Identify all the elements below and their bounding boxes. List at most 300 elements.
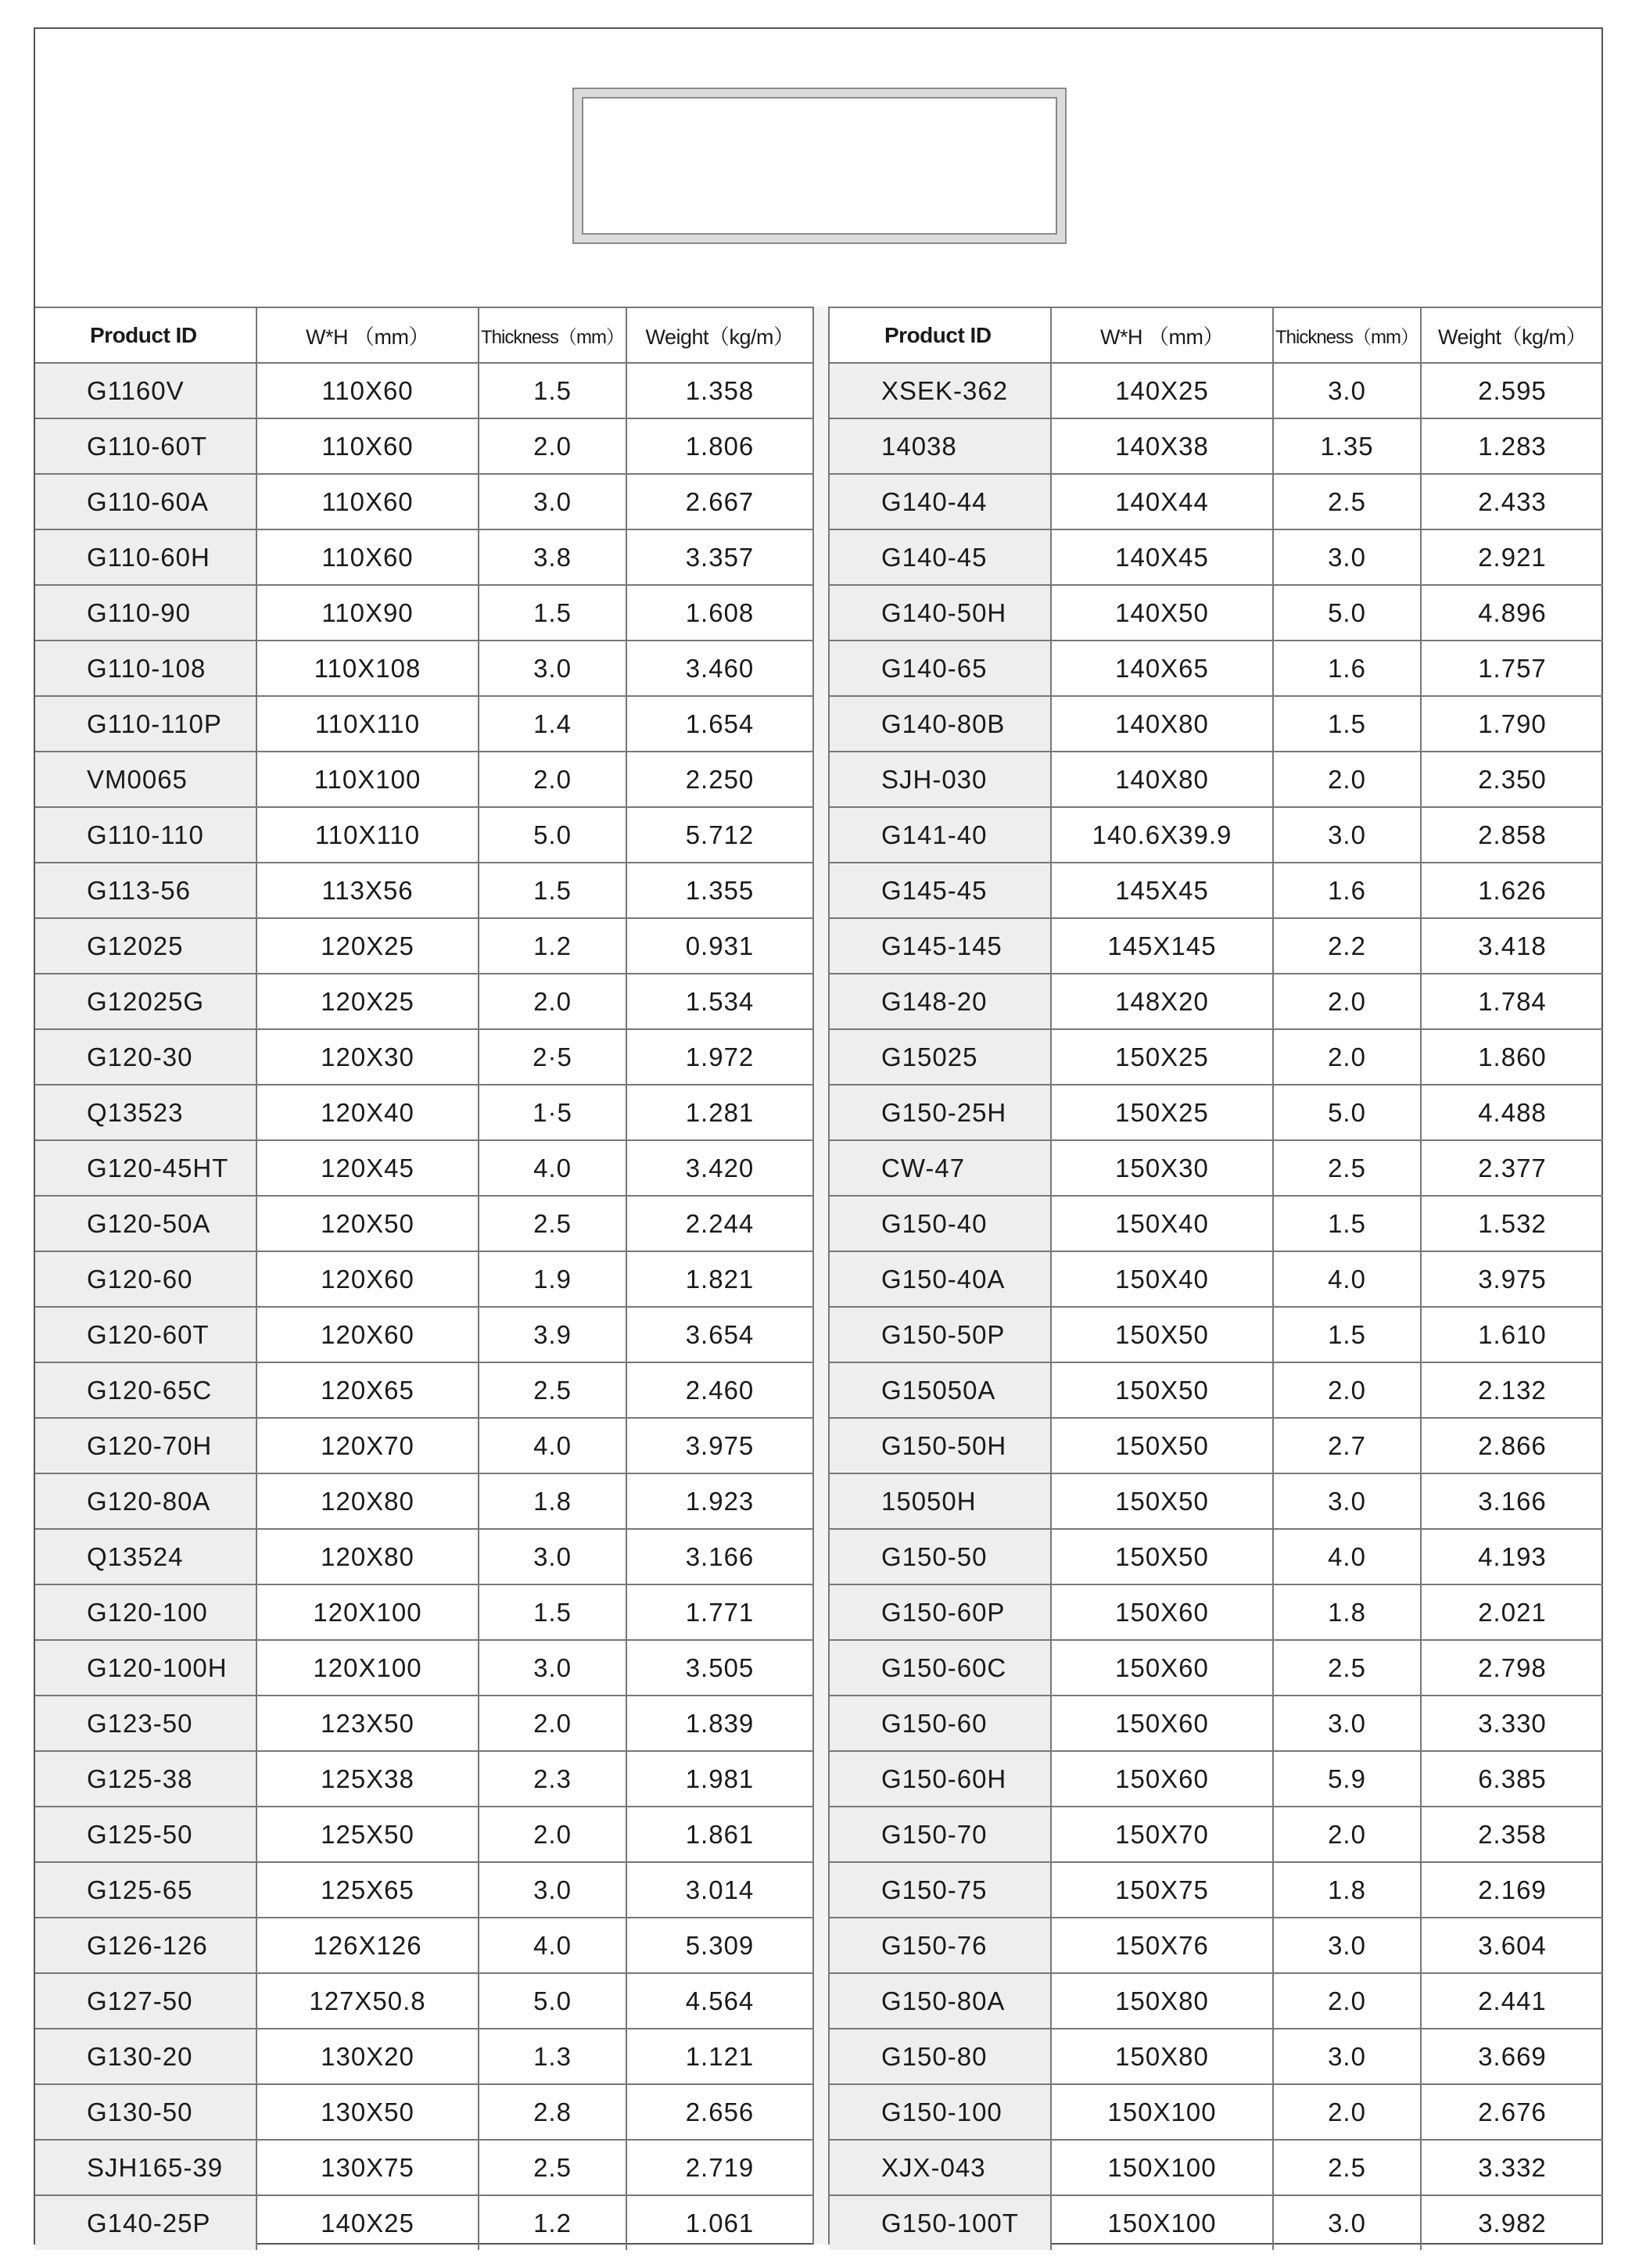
table-row bbox=[35, 2195, 812, 2250]
product-id-cell: G15025 bbox=[830, 1029, 1051, 1085]
wh-cell: 150X50 bbox=[1051, 1307, 1273, 1362]
product-id-cell: G150-60C bbox=[830, 1640, 1051, 1696]
header-product-id: Product ID bbox=[35, 307, 256, 363]
wh-cell: 130X20 bbox=[256, 2029, 479, 2084]
table-row bbox=[35, 696, 812, 752]
wh-cell: 120X65 bbox=[256, 1362, 479, 1418]
thickness-cell: 3.0 bbox=[1273, 1473, 1421, 1529]
wh-cell: 140X80 bbox=[1051, 752, 1273, 807]
thickness-cell: 3.0 bbox=[1273, 1918, 1421, 1973]
wh-cell: 120X60 bbox=[256, 1307, 479, 1362]
weight-cell: 1.981 bbox=[626, 1751, 812, 1807]
wh-cell: 150X40 bbox=[1051, 1251, 1273, 1307]
thickness-cell: 2.0 bbox=[479, 974, 626, 1029]
product-id-cell: G150-40A bbox=[830, 1251, 1051, 1307]
weight-cell: 4.488 bbox=[1421, 1085, 1603, 1140]
weight-cell: 3.330 bbox=[1421, 1696, 1603, 1751]
profile-inner-outline bbox=[582, 97, 1057, 235]
weight-cell: 5.712 bbox=[626, 807, 812, 863]
product-id-cell: G148-20 bbox=[830, 974, 1051, 1029]
product-id-cell: G120-45HT bbox=[35, 1140, 256, 1196]
table-row bbox=[830, 1418, 1603, 1473]
thickness-cell: 1.2 bbox=[479, 918, 626, 974]
weight-cell: 2.169 bbox=[1421, 1862, 1603, 1918]
thickness-cell: 5.0 bbox=[1273, 585, 1421, 641]
wh-cell: 130X75 bbox=[256, 2140, 479, 2195]
wh-cell: 145X145 bbox=[1051, 918, 1273, 974]
product-id-cell: G140-44 bbox=[830, 474, 1051, 529]
spec-table-right bbox=[830, 307, 1603, 2250]
weight-cell: 3.975 bbox=[626, 1418, 812, 1473]
wh-cell: 113X56 bbox=[256, 863, 479, 918]
weight-cell: 3.420 bbox=[626, 1140, 812, 1196]
product-id-cell: G150-40 bbox=[830, 1196, 1051, 1251]
weight-cell: 2.433 bbox=[1421, 474, 1603, 529]
weight-cell: 5.309 bbox=[626, 1918, 812, 1973]
wh-cell: 123X50 bbox=[256, 1696, 479, 1751]
weight-cell: 3.418 bbox=[1421, 918, 1603, 974]
weight-cell: 3.357 bbox=[626, 529, 812, 585]
weight-cell: 2.358 bbox=[1421, 1807, 1603, 1862]
weight-cell: 2.656 bbox=[626, 2084, 812, 2140]
product-id-cell: G120-80A bbox=[35, 1473, 256, 1529]
weight-cell: 3.654 bbox=[626, 1307, 812, 1362]
wh-cell: 110X110 bbox=[256, 807, 479, 863]
product-id-cell: G15050A bbox=[830, 1362, 1051, 1418]
table-row bbox=[830, 585, 1603, 641]
thickness-cell: 2.0 bbox=[1273, 1029, 1421, 1085]
table-row bbox=[35, 807, 812, 863]
thickness-cell: 3.0 bbox=[1273, 363, 1421, 418]
table-row bbox=[830, 1196, 1603, 1251]
product-id-cell: G110-60A bbox=[35, 474, 256, 529]
table-row bbox=[35, 1807, 812, 1862]
weight-cell: 0.931 bbox=[626, 918, 812, 974]
table-row bbox=[830, 2084, 1603, 2140]
weight-cell: 3.975 bbox=[1421, 1251, 1603, 1307]
table-row bbox=[35, 752, 812, 807]
wh-cell: 140X44 bbox=[1051, 474, 1273, 529]
wh-cell: 120X100 bbox=[256, 1584, 479, 1640]
table-row bbox=[830, 1640, 1603, 1696]
thickness-cell: 2.7 bbox=[1273, 1418, 1421, 1473]
thickness-cell: 2.5 bbox=[1273, 1140, 1421, 1196]
wh-cell: 150X70 bbox=[1051, 1807, 1273, 1862]
wh-cell: 110X60 bbox=[256, 474, 479, 529]
thickness-cell: 2.2 bbox=[1273, 918, 1421, 974]
thickness-cell: 2.0 bbox=[1273, 1807, 1421, 1862]
product-id-cell: CW-47 bbox=[830, 1140, 1051, 1196]
wh-cell: 140X80 bbox=[1051, 696, 1273, 752]
table-row bbox=[35, 1918, 812, 1973]
weight-cell: 1.281 bbox=[626, 1085, 812, 1140]
table-row bbox=[830, 363, 1603, 418]
thickness-cell: 2.5 bbox=[479, 1362, 626, 1418]
product-id-cell: G12025G bbox=[35, 974, 256, 1029]
table-row bbox=[35, 1085, 812, 1140]
wh-cell: 145X45 bbox=[1051, 863, 1273, 918]
table-row bbox=[830, 2029, 1603, 2084]
table-row bbox=[830, 918, 1603, 974]
header-thickness: Thickness（mm） bbox=[479, 307, 626, 363]
header-weight: Weight（kg/m） bbox=[1421, 307, 1603, 363]
table-row bbox=[35, 1362, 812, 1418]
table-divider bbox=[812, 307, 830, 2245]
weight-cell: 1.358 bbox=[626, 363, 812, 418]
weight-cell: 1.626 bbox=[1421, 863, 1603, 918]
weight-cell: 1.355 bbox=[626, 863, 812, 918]
wh-cell: 125X65 bbox=[256, 1862, 479, 1918]
product-id-cell: G120-100H bbox=[35, 1640, 256, 1696]
thickness-cell: 2.5 bbox=[479, 2140, 626, 2195]
table-row bbox=[830, 1473, 1603, 1529]
product-id-cell: G127-50 bbox=[35, 1973, 256, 2029]
product-id-cell: G113-56 bbox=[35, 863, 256, 918]
wh-cell: 150X40 bbox=[1051, 1196, 1273, 1251]
thickness-cell: 1.9 bbox=[479, 1251, 626, 1307]
thickness-cell: 1.8 bbox=[479, 1473, 626, 1529]
table-row bbox=[830, 474, 1603, 529]
wh-cell: 140X45 bbox=[1051, 529, 1273, 585]
wh-cell: 127X50.8 bbox=[256, 1973, 479, 2029]
product-id-cell: G150-76 bbox=[830, 1918, 1051, 1973]
table-row bbox=[35, 974, 812, 1029]
product-id-cell: G125-38 bbox=[35, 1751, 256, 1807]
table-row bbox=[830, 1029, 1603, 1085]
table-body-right bbox=[830, 363, 1603, 2250]
spec-table-left bbox=[35, 307, 812, 2250]
product-id-cell: G150-60P bbox=[830, 1584, 1051, 1640]
table-row bbox=[35, 1251, 812, 1307]
wh-cell: 126X126 bbox=[256, 1918, 479, 1973]
thickness-cell: 1.4 bbox=[479, 696, 626, 752]
thickness-cell: 1.5 bbox=[479, 863, 626, 918]
thickness-cell: 3.0 bbox=[479, 1640, 626, 1696]
product-id-cell: G110-60T bbox=[35, 418, 256, 474]
thickness-cell: 1.8 bbox=[1273, 1584, 1421, 1640]
wh-cell: 150X60 bbox=[1051, 1640, 1273, 1696]
thickness-cell: 1.3 bbox=[479, 2029, 626, 2084]
thickness-cell: 1.2 bbox=[479, 2195, 626, 2250]
thickness-cell: 5.0 bbox=[479, 1973, 626, 2029]
table-row bbox=[830, 1251, 1603, 1307]
thickness-cell: 2.0 bbox=[1273, 752, 1421, 807]
table-row bbox=[35, 363, 812, 418]
product-id-cell: SJH-030 bbox=[830, 752, 1051, 807]
weight-cell: 1.654 bbox=[626, 696, 812, 752]
product-id-cell: G140-65 bbox=[830, 641, 1051, 696]
table-row bbox=[830, 2140, 1603, 2195]
weight-cell: 1.061 bbox=[685, 2208, 755, 2237]
table-row bbox=[830, 1529, 1603, 1584]
weight-cell: 3.982 bbox=[1478, 2208, 1547, 2237]
table-row bbox=[35, 1307, 812, 1362]
weight-cell: 1.784 bbox=[1421, 974, 1603, 1029]
product-id-cell: G120-50A bbox=[35, 1196, 256, 1251]
weight-cell: 3.460 bbox=[626, 641, 812, 696]
table-row bbox=[35, 1529, 812, 1584]
product-id-cell: G150-50 bbox=[830, 1529, 1051, 1584]
weight-cell: 1.283 bbox=[1421, 418, 1603, 474]
product-id-cell: G125-50 bbox=[35, 1807, 256, 1862]
product-id-cell: G125-65 bbox=[35, 1862, 256, 1918]
product-id-cell: G126-126 bbox=[35, 1918, 256, 1973]
wh-cell: 110X60 bbox=[256, 363, 479, 418]
catalog-sheet bbox=[34, 27, 1603, 2245]
table-row bbox=[35, 1418, 812, 1473]
thickness-cell: 1.8 bbox=[1273, 1862, 1421, 1918]
weight-cell: 2.866 bbox=[1421, 1418, 1603, 1473]
wh-cell: 150X25 bbox=[1051, 1029, 1273, 1085]
wh-cell: 110X100 bbox=[256, 752, 479, 807]
weight-cell: 1.610 bbox=[1421, 1307, 1603, 1362]
table-row bbox=[35, 1751, 812, 1807]
table-row bbox=[35, 863, 812, 918]
wh-cell: 120X70 bbox=[256, 1418, 479, 1473]
weight-cell: 4.896 bbox=[1421, 585, 1603, 641]
wh-cell: 140X65 bbox=[1051, 641, 1273, 696]
weight-cell: 4.564 bbox=[626, 1973, 812, 2029]
product-id-cell: 14038 bbox=[830, 418, 1051, 474]
product-id-cell: G150-75 bbox=[830, 1862, 1051, 1918]
thickness-cell: 1.35 bbox=[1273, 418, 1421, 474]
thickness-cell: 1.5 bbox=[1273, 1196, 1421, 1251]
table-row bbox=[35, 918, 812, 974]
product-id-cell: G150-60 bbox=[830, 1696, 1051, 1751]
product-id-cell: G140-80B bbox=[830, 696, 1051, 752]
table-body-left bbox=[35, 363, 812, 2250]
table-row bbox=[830, 529, 1603, 585]
table-row bbox=[830, 1918, 1603, 1973]
wh-cell: 150X75 bbox=[1051, 1862, 1273, 1918]
product-id-cell: G145-45 bbox=[830, 863, 1051, 918]
table-row bbox=[35, 1140, 812, 1196]
wh-cell: 125X38 bbox=[256, 1751, 479, 1807]
wh-cell: 150X30 bbox=[1051, 1140, 1273, 1196]
product-id-cell: G140-25P bbox=[35, 2195, 256, 2250]
weight-cell: 4.193 bbox=[1421, 1529, 1603, 1584]
weight-cell: 1.608 bbox=[626, 585, 812, 641]
thickness-cell: 2.0 bbox=[479, 1696, 626, 1751]
weight-cell: 3.505 bbox=[626, 1640, 812, 1696]
thickness-cell: 3.0 bbox=[479, 641, 626, 696]
thickness-cell: 5.0 bbox=[1273, 1085, 1421, 1140]
weight-cell: 2.858 bbox=[1421, 807, 1603, 863]
thickness-cell: 2.5 bbox=[479, 1196, 626, 1251]
table-row bbox=[830, 1862, 1603, 1918]
product-id-cell: G150-50P bbox=[830, 1307, 1051, 1362]
table-header-row bbox=[830, 307, 1603, 363]
thickness-cell: 1.5 bbox=[479, 363, 626, 418]
table-row bbox=[35, 529, 812, 585]
thickness-cell: 3.0 bbox=[1273, 1696, 1421, 1751]
product-id-cell: G120-70H bbox=[35, 1418, 256, 1473]
product-id-cell: G120-60T bbox=[35, 1307, 256, 1362]
product-id-cell: G120-60 bbox=[35, 1251, 256, 1307]
product-id-cell: 15050H bbox=[830, 1473, 1051, 1529]
wh-cell: 120X80 bbox=[256, 1473, 479, 1529]
product-id-cell: G1160V bbox=[35, 363, 256, 418]
table-row bbox=[35, 1973, 812, 2029]
wh-cell: 120X50 bbox=[256, 1196, 479, 1251]
profile-cross-section-diagram bbox=[572, 88, 1067, 244]
weight-cell: 1.121 bbox=[626, 2029, 812, 2084]
wh-cell: 140X25 bbox=[256, 2195, 479, 2250]
product-id-cell: G140-50H bbox=[830, 585, 1051, 641]
wh-cell: 120X45 bbox=[256, 1140, 479, 1196]
table-row bbox=[35, 2140, 812, 2195]
thickness-cell: 2.0 bbox=[479, 1807, 626, 1862]
product-id-cell: G120-65C bbox=[35, 1362, 256, 1418]
product-id-cell: VM0065 bbox=[35, 752, 256, 807]
table-row bbox=[35, 1862, 812, 1918]
wh-cell: 150X50 bbox=[1051, 1362, 1273, 1418]
wh-cell: 150X50 bbox=[1051, 1529, 1273, 1584]
thickness-cell: 4.0 bbox=[1273, 1251, 1421, 1307]
product-id-cell: G150-100 bbox=[830, 2084, 1051, 2140]
table-row bbox=[830, 418, 1603, 474]
thickness-cell: 3.0 bbox=[1273, 2029, 1421, 2084]
table-row bbox=[35, 1196, 812, 1251]
weight-cell: 3.669 bbox=[1421, 2029, 1603, 2084]
wh-cell: 110X110 bbox=[256, 696, 479, 752]
product-id-cell: XSEK-362 bbox=[830, 363, 1051, 418]
thickness-cell: 2.0 bbox=[479, 752, 626, 807]
table-row bbox=[35, 1696, 812, 1751]
thickness-cell: 2.0 bbox=[479, 418, 626, 474]
thickness-cell: 2.0 bbox=[1273, 974, 1421, 1029]
wh-cell: 120X30 bbox=[256, 1029, 479, 1085]
thickness-cell: 4.0 bbox=[479, 1918, 626, 1973]
weight-cell: 1.972 bbox=[626, 1029, 812, 1085]
wh-cell: 120X80 bbox=[256, 1529, 479, 1584]
weight-cell: 1.757 bbox=[1421, 641, 1603, 696]
thickness-cell: 3.0 bbox=[479, 1529, 626, 1584]
wh-cell: 140.6X39.9 bbox=[1051, 807, 1273, 863]
wh-cell: 110X90 bbox=[256, 585, 479, 641]
table-row bbox=[830, 2195, 1603, 2250]
thickness-cell: 4.0 bbox=[1273, 1529, 1421, 1584]
thickness-cell: 2.0 bbox=[1273, 2084, 1421, 2140]
product-id-cell: G145-145 bbox=[830, 918, 1051, 974]
thickness-cell: 5.9 bbox=[1273, 1751, 1421, 1807]
weight-cell: 1.790 bbox=[1421, 696, 1603, 752]
weight-cell: 2.921 bbox=[1421, 529, 1603, 585]
product-id-cell: G150-80 bbox=[830, 2029, 1051, 2084]
weight-cell: 2.719 bbox=[626, 2140, 812, 2195]
weight-cell: 1.860 bbox=[1421, 1029, 1603, 1085]
wh-cell: 120X60 bbox=[256, 1251, 479, 1307]
table-row bbox=[830, 807, 1603, 863]
weight-cell: 2.460 bbox=[626, 1362, 812, 1418]
thickness-cell: 2.0 bbox=[1273, 1362, 1421, 1418]
product-id-cell: G110-110P bbox=[35, 696, 256, 752]
wh-cell: 150X80 bbox=[1051, 1973, 1273, 2029]
weight-cell: 2.244 bbox=[626, 1196, 812, 1251]
thickness-cell: 3.8 bbox=[479, 529, 626, 585]
thickness-cell: 4.0 bbox=[479, 1140, 626, 1196]
thickness-cell: 1.5 bbox=[1273, 696, 1421, 752]
thickness-cell: 2.5 bbox=[1273, 1640, 1421, 1696]
weight-cell: 2.441 bbox=[1421, 1973, 1603, 2029]
thickness-cell: 3.0 bbox=[1273, 807, 1421, 863]
wh-cell: 120X25 bbox=[256, 974, 479, 1029]
table-row bbox=[830, 1307, 1603, 1362]
wh-cell: 140X25 bbox=[1051, 363, 1273, 418]
wh-cell: 110X108 bbox=[256, 641, 479, 696]
weight-cell: 1.771 bbox=[626, 1584, 812, 1640]
table-row bbox=[35, 585, 812, 641]
table-row bbox=[830, 1696, 1603, 1751]
wh-cell: 140X50 bbox=[1051, 585, 1273, 641]
thickness-cell: 2.3 bbox=[479, 1751, 626, 1807]
product-id-cell: Q13524 bbox=[35, 1529, 256, 1584]
header-wh: W*H （mm） bbox=[256, 307, 479, 363]
header-weight: Weight（kg/m） bbox=[626, 307, 812, 363]
wh-cell: 150X60 bbox=[1051, 1751, 1273, 1807]
weight-cell: 2.377 bbox=[1421, 1140, 1603, 1196]
product-id-cell: G141-40 bbox=[830, 807, 1051, 863]
weight-cell: 3.166 bbox=[626, 1529, 812, 1584]
wh-cell: 150X80 bbox=[1051, 2029, 1273, 2084]
table-row bbox=[830, 696, 1603, 752]
table-row bbox=[830, 863, 1603, 918]
product-id-cell: G150-25H bbox=[830, 1085, 1051, 1140]
weight-cell: 1.861 bbox=[626, 1807, 812, 1862]
table-row bbox=[830, 1584, 1603, 1640]
thickness-cell: 2·5 bbox=[479, 1029, 626, 1085]
product-id-cell: G150-60H bbox=[830, 1751, 1051, 1807]
weight-cell: 1.806 bbox=[626, 418, 812, 474]
wh-cell: 150X60 bbox=[1051, 1696, 1273, 1751]
wh-cell: 130X50 bbox=[256, 2084, 479, 2140]
table-row bbox=[35, 1640, 812, 1696]
table-row bbox=[830, 974, 1603, 1029]
wh-cell: 120X100 bbox=[256, 1640, 479, 1696]
product-id-cell: G110-110 bbox=[35, 807, 256, 863]
product-id-cell: G110-90 bbox=[35, 585, 256, 641]
table-row bbox=[830, 1362, 1603, 1418]
weight-cell: 1.534 bbox=[626, 974, 812, 1029]
thickness-cell: 2.5 bbox=[1273, 474, 1421, 529]
product-id-cell: G123-50 bbox=[35, 1696, 256, 1751]
thickness-cell: 3.0 bbox=[1273, 2195, 1421, 2250]
weight-cell: 2.132 bbox=[1421, 1362, 1603, 1418]
weight-cell: 3.014 bbox=[626, 1862, 812, 1918]
table-row bbox=[35, 474, 812, 529]
wh-cell: 150X60 bbox=[1051, 1584, 1273, 1640]
table-row bbox=[35, 1473, 812, 1529]
thickness-cell: 1.5 bbox=[479, 585, 626, 641]
wh-cell: 150X100 bbox=[1051, 2084, 1273, 2140]
table-row bbox=[35, 1584, 812, 1640]
product-id-cell: G150-80A bbox=[830, 1973, 1051, 2029]
thickness-cell: 2.5 bbox=[1273, 2140, 1421, 2195]
wh-cell: 150X100 bbox=[1051, 2140, 1273, 2195]
thickness-cell: 4.0 bbox=[479, 1418, 626, 1473]
table-row bbox=[830, 1085, 1603, 1140]
wh-cell: 150X25 bbox=[1051, 1085, 1273, 1140]
weight-cell: 2.798 bbox=[1421, 1640, 1603, 1696]
product-id-cell: G12025 bbox=[35, 918, 256, 974]
table-row bbox=[35, 641, 812, 696]
table-row bbox=[35, 2084, 812, 2140]
product-id-cell: XJX-043 bbox=[830, 2140, 1051, 2195]
weight-cell: 2.350 bbox=[1421, 752, 1603, 807]
thickness-cell: 2.0 bbox=[1273, 1973, 1421, 2029]
wh-cell: 110X60 bbox=[256, 418, 479, 474]
thickness-cell: 1.5 bbox=[1273, 1307, 1421, 1362]
